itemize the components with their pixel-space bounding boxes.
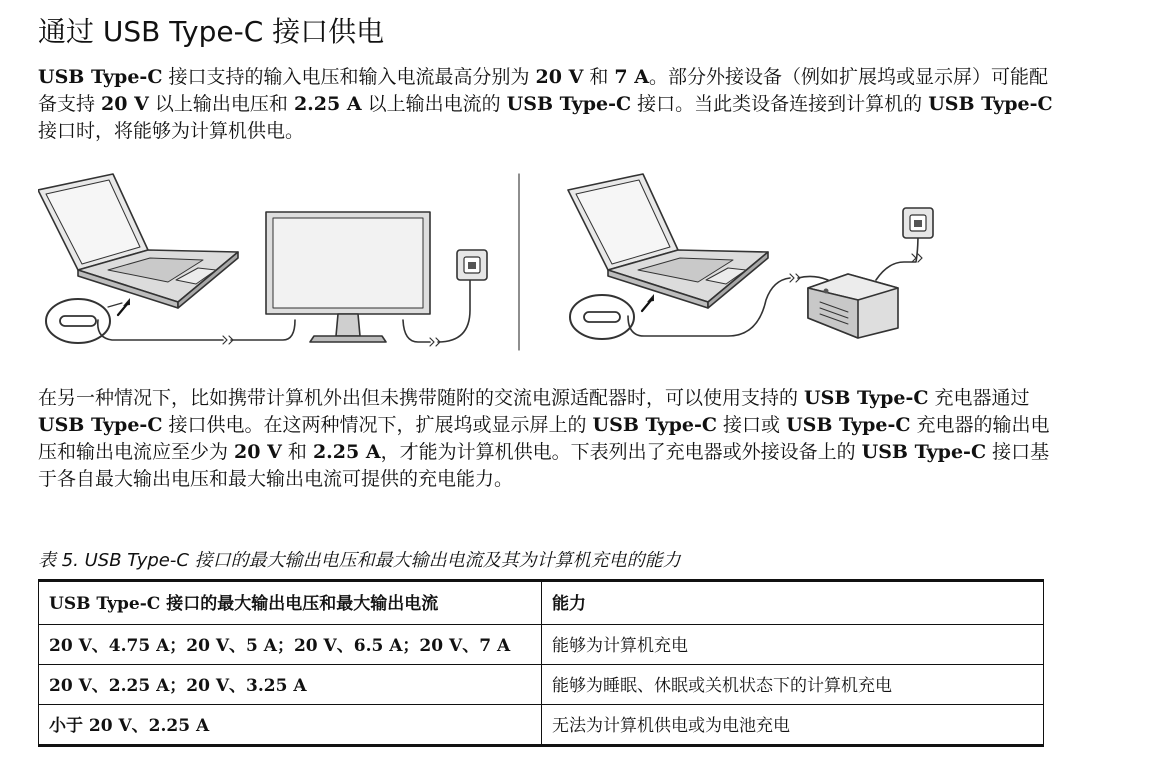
charging-capability-table [38, 579, 1044, 747]
text-run: 以上输出电压和 [148, 93, 294, 115]
table-row [39, 665, 1044, 705]
text-run: 以上输出电流的 [361, 93, 507, 115]
text-run: ，才能为计算机供电。下表列出了充电器或外接设备上的 [380, 441, 862, 463]
bold-term: USB Type-C [38, 414, 163, 436]
alt-scenario-paragraph [38, 385, 1058, 493]
laptop-illustration-right [568, 174, 768, 308]
text-run: 和 [281, 441, 313, 463]
text-run: 充电器通过 [928, 387, 1030, 409]
bold-term: USB Type-C [928, 93, 1053, 115]
bold-term: USB Type-C [861, 441, 987, 463]
ability-cell: 能够为计算机充电 [542, 625, 1044, 665]
text-run: 接口基于各自最大输出电压和最大输出电流可提供的充电能力。 [38, 441, 1050, 490]
output-spec-cell: 20 V、2.25 A；20 V、3.25 A [39, 665, 542, 705]
bold-term: USB Type-C [804, 387, 929, 409]
bold-term: 7 A [614, 66, 649, 88]
text-run: 接口或 [716, 414, 787, 436]
table-caption: 表 5. USB Type-C 接口的最大输出电压和最大输出电流及其为计算机充电的能力 [38, 550, 681, 571]
bold-term: USB Type-C [592, 414, 717, 436]
usb-c-charger-illustration [808, 274, 898, 338]
bold-term: USB Type-C [38, 66, 163, 88]
header-output-spec: USB Type-C 接口的最大输出电压和最大输出电流 [39, 581, 542, 625]
text-run: 在另一种情况下，比如携带计算机外出但未携带随附的交流电源适配器时，可以使用支持的 [38, 387, 805, 409]
bold-term: 20 V [535, 66, 584, 88]
table-header-row [39, 581, 1044, 625]
output-spec-cell: 20 V、4.75 A；20 V、5 A；20 V、6.5 A；20 V、7 A [39, 625, 542, 665]
text-run: 接口时，将能够为计算机供电。 [38, 120, 305, 142]
bold-term: 2.25 A [312, 441, 381, 463]
page-heading: 通过 USB Type-C 接口供电 [38, 15, 385, 48]
power-delivery-figure [38, 170, 1038, 360]
text-run: 接口。当此类设备连接到计算机的 [631, 93, 929, 115]
wall-outlet-icon-right [903, 208, 933, 238]
bold-term: USB Type-C [506, 93, 632, 115]
laptop-illustration-left [38, 174, 238, 308]
bold-term: USB Type-C [786, 414, 911, 436]
intro-paragraph [38, 64, 1058, 145]
table-row [39, 705, 1044, 746]
text-run: 和 [583, 66, 615, 88]
ability-cell: 能够为睡眠、休眠或关机状态下的计算机充电 [542, 665, 1044, 705]
usb-c-port-callout-right [570, 294, 654, 339]
bold-term: 20 V [101, 93, 149, 115]
usb-c-port-callout-left [46, 298, 130, 343]
bold-term: 2.25 A [293, 93, 362, 115]
header-ability: 能力 [542, 581, 1044, 625]
wall-outlet-icon-left [457, 250, 487, 280]
table-row [39, 625, 1044, 665]
monitor-illustration [266, 212, 430, 342]
output-spec-cell: 小于 20 V、2.25 A [39, 705, 542, 746]
text-run: 充电器的输出电压和输出电流应至少为 [38, 414, 1050, 463]
bold-term: 20 V [234, 441, 282, 463]
ability-cell: 无法为计算机供电或为电池充电 [542, 705, 1044, 746]
text-run: 接口供电。在这两种情况下，扩展坞或显示屏上的 [162, 414, 593, 436]
text-run: 接口支持的输入电压和输入电流最高分别为 [162, 66, 536, 88]
text-run: 。部分外接设备（例如扩展坞或显示屏）可能配备支持 [38, 66, 1049, 115]
